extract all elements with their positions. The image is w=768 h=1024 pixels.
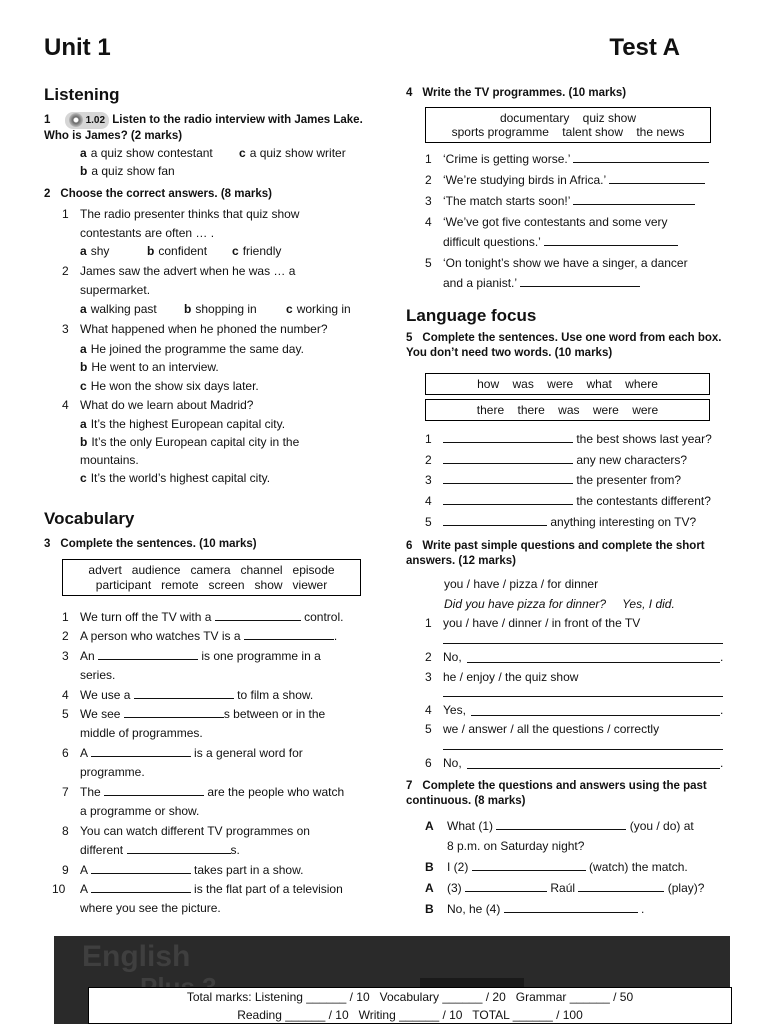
q3-item-6-cont: programme.	[80, 765, 145, 779]
question-1	[44, 112, 364, 144]
answer-gap[interactable]	[504, 900, 638, 913]
answer-gap[interactable]	[443, 471, 573, 484]
question-3: 3 Complete the sentences. (10 marks)	[44, 538, 257, 550]
q1-option-b: b a quiz show fan	[80, 164, 175, 178]
answer-gap[interactable]	[91, 744, 191, 757]
q3-item-7-cont: a programme or show.	[80, 804, 200, 818]
test-title: Test A	[609, 34, 680, 61]
q2-1-option-c: c friendly	[232, 244, 282, 258]
q7-line-4: B No, he (4) .	[425, 902, 645, 916]
q6-answer-line-1[interactable]	[443, 643, 723, 644]
word-box-q3: advert audience camera channel episode participant remote screen show viewer	[62, 559, 361, 596]
answer-gap[interactable]	[91, 880, 191, 893]
brand-logo: English	[82, 940, 191, 973]
q2-2-option-b: b shopping in	[184, 302, 257, 316]
q2-3-option-c: c He won the show six days later.	[80, 379, 259, 393]
audio-track-badge[interactable]	[65, 112, 109, 129]
word-box-q5-b: there there was were were	[425, 399, 710, 421]
section-listening: Listening	[44, 85, 120, 104]
q2-4-option-b-cont: mountains.	[80, 453, 139, 467]
question-4: 4 Write the TV programmes. (10 marks)	[406, 87, 627, 99]
q1-option-a: a a quiz show contestant	[80, 146, 213, 160]
q2-item-2-cont: supermarket.	[80, 283, 151, 297]
track-number: 1.02	[85, 115, 106, 126]
answer-gap[interactable]	[127, 841, 231, 854]
answer-gap[interactable]	[609, 171, 705, 184]
q3-item-2: 2 A person who watches TV is a .	[62, 629, 338, 643]
q6-item-6: 6 No,	[425, 756, 462, 770]
total-marks-box	[88, 987, 732, 1024]
answer-gap[interactable]	[465, 879, 547, 892]
answer-gap[interactable]	[215, 608, 301, 621]
q6-item-5: 5 we / answer / all the questions / correctly	[425, 722, 660, 736]
q4-item-5-cont: and a pianist.’	[443, 274, 640, 293]
answer-gap[interactable]	[496, 817, 626, 830]
answer-gap[interactable]	[443, 513, 547, 526]
question-5: 5 Complete the sentences. Use one word from each box. You don’t need two words. (10 marks)	[406, 332, 722, 359]
q6-item-2: 2 No,	[425, 650, 462, 664]
word-box-q5-a: how was were what where	[425, 373, 710, 395]
q2-3-option-b: b He went to an interview.	[80, 360, 219, 374]
answer-gap[interactable]	[104, 783, 204, 796]
q5-item-5: 5 anything interesting on TV?	[425, 515, 697, 529]
q5-item-3: 3 the presenter from?	[425, 473, 682, 487]
q6-answer-line-2[interactable]	[467, 662, 720, 663]
section-language-focus: Language focus	[406, 306, 537, 325]
section-vocabulary: Vocabulary	[44, 509, 135, 528]
q4-item-4: 4 ‘We’ve got five contestants and some very	[425, 215, 668, 229]
q7-line-2: B I (2) (watch) the match.	[425, 860, 688, 874]
unit-title: Unit 1	[44, 34, 111, 61]
q3-item-5-cont: middle of programmes.	[80, 726, 203, 740]
q3-item-6: 6 A is a general word for	[62, 746, 303, 760]
q3-item-1: 1 We turn off the TV with a control.	[62, 610, 344, 624]
answer-gap[interactable]	[573, 192, 695, 205]
q2-2-option-c: c working in	[286, 302, 351, 316]
q6-item-3: 3 he / enjoy / the quiz show	[425, 670, 579, 684]
q3-item-10-cont: where you see the picture.	[80, 901, 221, 915]
answer-gap[interactable]	[91, 861, 191, 874]
q3-item-8: 8 You can watch different TV programmes on	[62, 824, 310, 838]
q2-1-option-a: a shy	[80, 244, 110, 258]
question-6: 6 Write past simple questions and complete the short answers. (12 marks)	[406, 540, 705, 567]
q7-line-1: A What (1) (you / do) at	[425, 819, 694, 833]
q6-answer-line-3[interactable]	[443, 696, 723, 697]
q6-answer-line-5[interactable]	[443, 749, 723, 750]
q6-item-2-end: .	[720, 650, 724, 664]
answer-gap[interactable]	[544, 233, 678, 246]
total-marks-line-1: Total marks: Listening ______ / 10 Vocabulary ______ / 20 Grammar ______ / 50	[186, 990, 634, 1004]
q2-1-option-b: b confident	[147, 244, 208, 258]
question-number: 1	[44, 114, 51, 126]
q3-item-10: 10 A is the flat part of a television	[52, 882, 343, 896]
q6-answer-line-4[interactable]	[471, 715, 720, 716]
answer-gap[interactable]	[443, 451, 573, 464]
q4-item-2: 2 ‘We’re studying birds in Africa.’	[425, 171, 705, 190]
q2-item-3: 3 What happened when he phoned the number?	[62, 322, 328, 336]
answer-gap[interactable]	[578, 879, 664, 892]
q4-item-5: 5 ‘On tonight’s show we have a singer, a dancer	[425, 256, 688, 270]
q4-item-3: 3 ‘The match starts soon!’	[425, 192, 695, 211]
q4-item-4-cont: difficult questions.’	[443, 233, 678, 252]
total-marks-line-2: Reading ______ / 10 Writing ______ / 10 TOTAL ______ / 100	[237, 1008, 583, 1022]
question-7: 7 Complete the questions and answers using the past continuous. (8 marks)	[406, 780, 707, 807]
q6-answer-line-6[interactable]	[467, 768, 720, 769]
answer-gap[interactable]	[573, 150, 709, 163]
q3-item-5: 5 We see s between or in the	[62, 707, 326, 721]
q6-example-prompt: you / have / pizza / for dinner	[444, 577, 599, 591]
q5-item-4: 4 the contestants different?	[425, 494, 711, 508]
q5-item-1: 1 the best shows last year?	[425, 432, 712, 446]
q3-item-7: 7 The are the people who watch	[62, 785, 345, 799]
q6-item-4: 4 Yes,	[425, 703, 466, 717]
q7-line-1-cont: 8 p.m. on Saturday night?	[447, 839, 585, 853]
q2-item-1: 1 The radio presenter thinks that quiz show	[62, 207, 300, 221]
answer-gap[interactable]	[472, 858, 586, 871]
q2-3-option-a: a He joined the programme the same day.	[80, 342, 304, 356]
q6-item-1: 1 you / have / dinner / in front of the TV	[425, 616, 641, 630]
q1-option-c: c a quiz show writer	[239, 146, 346, 160]
q2-4-option-c: c It’s the world’s highest capital city.	[80, 471, 271, 485]
answer-gap[interactable]	[443, 430, 573, 443]
answer-gap[interactable]	[134, 686, 234, 699]
q2-item-1-cont: contestants are often … .	[80, 226, 215, 240]
q2-item-4: 4 What do we learn about Madrid?	[62, 398, 254, 412]
q7-line-3: A (3) Raúl (play)?	[425, 881, 705, 895]
q3-item-4: 4 We use a to film a show.	[62, 688, 314, 702]
question-2: 2 Choose the correct answers. (8 marks)	[44, 188, 272, 200]
q6-item-4-end: .	[720, 703, 724, 717]
q2-2-option-a: a walking past	[80, 302, 157, 316]
q2-item-2: 2 James saw the advert when he was … a	[62, 264, 296, 278]
q4-item-1: 1 ‘Crime is getting worse.’	[425, 150, 709, 169]
answer-gap[interactable]	[244, 627, 334, 640]
q3-item-3: 3 An is one programme in a	[62, 649, 321, 663]
q6-example-answer: Did you have pizza for dinner? Yes, I did.	[444, 597, 675, 611]
answer-gap[interactable]	[520, 274, 640, 287]
word-box-q4: documentary quiz show sports programme talent show the news	[425, 107, 711, 143]
question-1-text: Listen to the radio interview with James Lake. Who is James? (2 marks)	[44, 114, 363, 142]
q3-item-8-cont: different s.	[80, 843, 240, 857]
q3-item-3-cont: series.	[80, 668, 116, 682]
cd-icon	[69, 113, 83, 127]
answer-gap[interactable]	[443, 492, 573, 505]
answer-gap[interactable]	[124, 705, 224, 718]
q6-item-6-end: .	[720, 756, 724, 770]
q2-4-option-a: a It’s the highest European capital city.	[80, 417, 286, 431]
q2-4-option-b: b It’s the only European capital city in the	[80, 435, 300, 449]
q5-item-2: 2 any new characters?	[425, 453, 688, 467]
q3-item-9: 9 A takes part in a show.	[62, 863, 304, 877]
answer-gap[interactable]	[98, 647, 198, 660]
